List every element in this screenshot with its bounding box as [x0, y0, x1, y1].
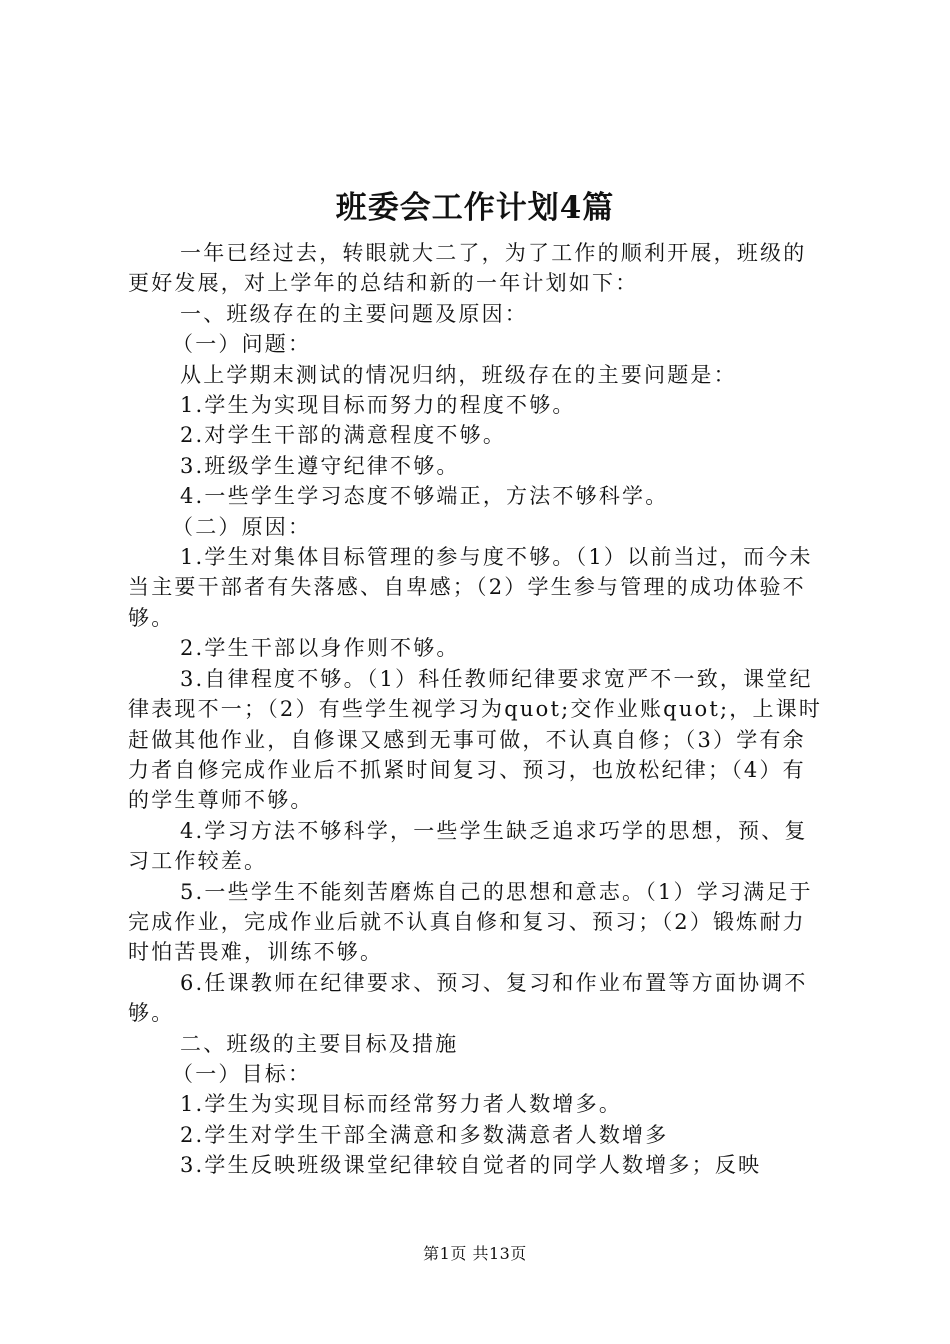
paragraph: 2.学生干部以身作则不够。 — [180, 636, 460, 661]
paragraph: 2.对学生干部的满意程度不够。 — [180, 423, 507, 448]
paragraph: （二）原因： — [172, 514, 312, 539]
paragraph: 从上学期末测试的情况归纳，班级存在的主要问题是： — [180, 362, 737, 387]
paragraph: 二、班级的主要目标及措施 — [180, 1031, 459, 1056]
document-title: 班委会工作计划4篇 — [335, 190, 615, 226]
paragraph: 3.自律程度不够。（1）科任教师纪律要求宽严不一致，课堂纪律表现不一；（2）有些学生视学习为quot;交作业账quot;，上课时赶做其他作业，自修课又感到无事可做，不认真自修；（3）学有余力者自修完成作业后不抓紧时间复习、预习，也放松纪律；（4）有的学生尊师不够。 — [128, 666, 823, 813]
paragraph: （一）目标： — [172, 1061, 312, 1086]
paragraph: 3.班级学生遵守纪律不够。 — [180, 453, 460, 478]
paragraph: （一）问题： — [172, 332, 312, 357]
paragraph: 3.学生反映班级课堂纪律较自觉者的同学人数增多；反映 — [180, 1153, 762, 1178]
paragraph: 1.学生为实现目标而努力的程度不够。 — [180, 393, 576, 418]
paragraph: 6.任课教师在纪律要求、预习、复习和作业布置等方面协调不够。 — [128, 970, 808, 1026]
document-body — [128, 238, 828, 1181]
paragraph: 一年已经过去，转眼就大二了，为了工作的顺利开展，班级的更好发展，对上学年的总结和新的一年计划如下： — [128, 241, 807, 296]
paragraph: 4.一些学生学习态度不够端正，方法不够科学。 — [180, 484, 669, 509]
paragraph: 2.学生对学生干部全满意和多数满意者人数增多 — [180, 1122, 669, 1147]
page-footer: 第1页 共13页 — [423, 1244, 527, 1263]
paragraph: 5.一些学生不能刻苦磨炼自己的思想和意志。（1）学习满足于完成作业，完成作业后就不认真自修和复习、预习；（2）锻炼耐力时怕苦畏难，训练不够。 — [128, 879, 813, 965]
paragraph: 4.学习方法不够科学，一些学生缺乏追求巧学的思想，预、复习工作较差。 — [128, 818, 808, 874]
paragraph: 1.学生对集体目标管理的参与度不够。（1）以前当过，而今未当主要干部者有失落感、自卑感；（2）学生参与管理的成功体验不够。 — [128, 545, 813, 630]
paragraph: 1.学生为实现目标而经常努力者人数增多。 — [180, 1092, 623, 1117]
paragraph: 一、班级存在的主要问题及原因： — [180, 301, 528, 326]
